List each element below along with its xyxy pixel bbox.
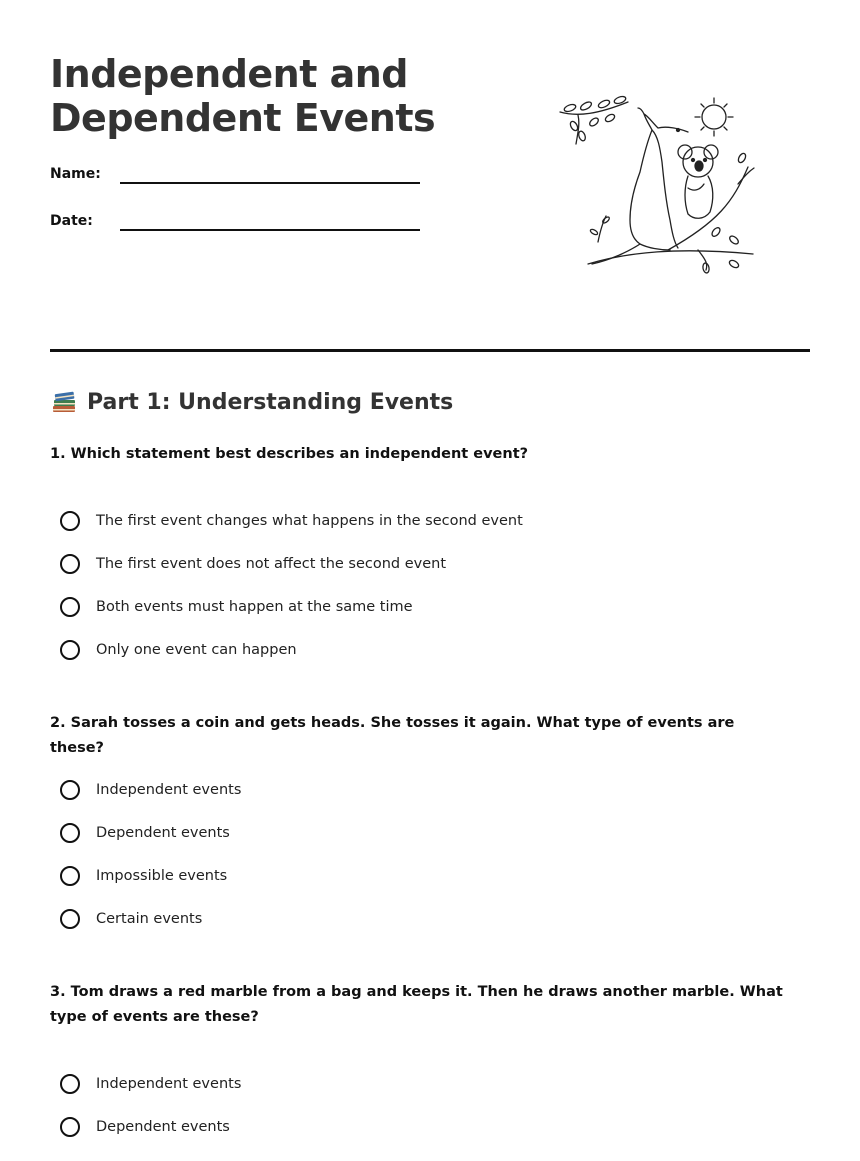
q3-option-2[interactable]	[60, 1114, 230, 1140]
q1-option-1[interactable]	[60, 508, 523, 534]
q3-option-1[interactable]	[60, 1071, 241, 1097]
option-label: Certain events	[96, 911, 203, 927]
option-label: Independent events	[96, 782, 242, 798]
name-field[interactable]	[50, 160, 420, 190]
option-label: Independent events	[96, 1076, 242, 1092]
q2-option-4[interactable]	[60, 906, 202, 932]
option-label: Impossible events	[96, 868, 228, 884]
radio-button[interactable]	[60, 866, 80, 886]
question-2-text: 2. Sarah tosses a coin and gets heads. She tosses it again. What type of events are these?	[50, 715, 735, 756]
option-label: The first event does not affect the second event	[96, 556, 447, 572]
radio-button[interactable]	[60, 1117, 80, 1137]
section-heading	[50, 388, 453, 416]
section-title: Part 1: Understanding Events	[87, 389, 454, 415]
kangaroo-koala-illustration	[548, 92, 768, 282]
radio-button[interactable]	[60, 1074, 80, 1094]
books-icon	[50, 388, 78, 416]
date-input-line[interactable]	[120, 229, 420, 231]
question-3-text: 3. Tom draws a red marble from a bag and keeps it. Then he draws another marble. What type of events are these?	[50, 984, 783, 1025]
radio-button[interactable]	[60, 554, 80, 574]
q2-option-1[interactable]	[60, 777, 241, 803]
option-label: The first event changes what happens in the second event	[96, 513, 523, 529]
q1-option-3[interactable]	[60, 594, 413, 620]
radio-button[interactable]	[60, 823, 80, 843]
q1-option-2[interactable]	[60, 551, 446, 577]
page-title: Independent and Dependent Events	[50, 52, 436, 140]
radio-button[interactable]	[60, 640, 80, 660]
q2-option-2[interactable]	[60, 820, 230, 846]
q2-option-3[interactable]	[60, 863, 227, 889]
option-label: Dependent events	[96, 825, 230, 841]
option-label: Dependent events	[96, 1119, 230, 1135]
date-field[interactable]	[50, 207, 420, 237]
q1-option-4[interactable]	[60, 637, 297, 663]
radio-button[interactable]	[60, 597, 80, 617]
name-input-line[interactable]	[120, 182, 420, 184]
radio-button[interactable]	[60, 511, 80, 531]
date-label: Date:	[50, 213, 93, 229]
name-label: Name:	[50, 166, 101, 182]
option-label: Both events must happen at the same time	[96, 599, 413, 615]
question-1-text: 1. Which statement best describes an independent event?	[50, 446, 529, 462]
radio-button[interactable]	[60, 909, 80, 929]
section-divider	[50, 349, 810, 352]
radio-button[interactable]	[60, 780, 80, 800]
option-label: Only one event can happen	[96, 642, 297, 658]
